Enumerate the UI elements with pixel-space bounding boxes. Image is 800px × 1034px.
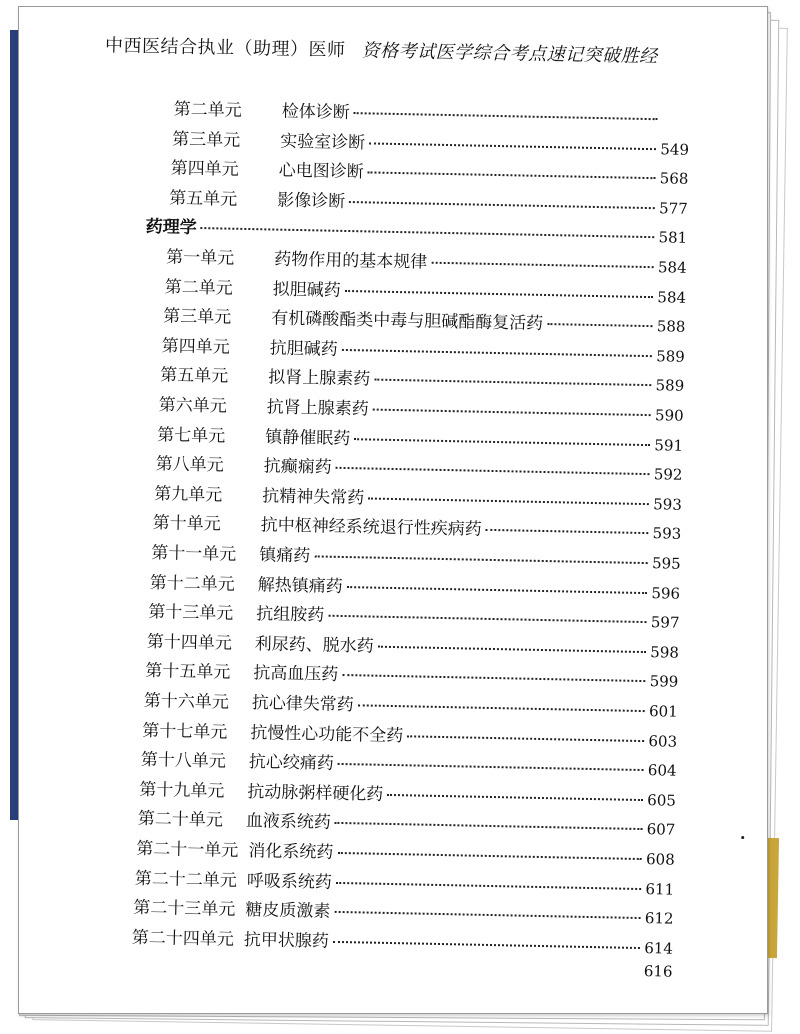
dot-leader [328,615,647,623]
page-content [18,6,768,1014]
dot-leader [368,172,656,180]
toc-entry-title: 抗癫痫药 [263,456,332,478]
toc-page-number: 584 [657,258,687,277]
dot-leader [336,881,642,889]
toc-page-number: 593 [652,524,682,544]
toc-unit-label: 第十五单元 [145,661,231,684]
toc-unit-label: 第十六单元 [143,691,230,713]
dot-leader [354,438,650,446]
toc-unit-label: 第八单元 [155,454,224,476]
toc-unit-label: 第十二单元 [149,572,235,595]
dot-leader [337,852,642,860]
toc-entry-title: 有机磷酸酯类中毒与胆碱酯酶复活药 [271,308,544,335]
dot-leader [431,262,654,268]
dot-leader [335,822,643,830]
dot-leader [387,794,643,801]
toc-page-number: 601 [648,702,678,721]
dot-leader [347,586,648,594]
toc-page-number: 599 [649,672,679,692]
toc-unit-label: 第三单元 [171,129,241,151]
dot-leader [345,290,654,298]
toc-entry-title: 抗组胺药 [256,604,325,626]
toc-page-number: 549 [660,139,690,159]
toc-unit-label: 第十一单元 [151,543,237,565]
toc-page-number: 605 [647,790,677,810]
dot-leader [314,555,648,564]
toc-page-number: 595 [651,554,681,573]
dot-leader [407,735,644,742]
stray-mark [741,836,744,839]
toc-unit-label: 第十单元 [152,513,221,535]
toc-unit-label: 第十七单元 [142,720,228,743]
header-subtitle: 资格考试医学综合考点速记突破胜经 [361,40,658,68]
dot-leader [338,763,644,771]
toc-unit-label: 第六单元 [158,395,227,417]
toc-entry-title: 抗慢性心功能不全药 [250,722,404,746]
toc-entry-title: 抗心律失常药 [251,693,354,716]
toc-page-number: 568 [659,169,689,189]
toc-unit-label: 第十四单元 [146,631,232,654]
toc-unit-label: 第二十单元 [137,809,224,832]
dot-leader [378,645,647,652]
header-title: 中西医结合执业（助理）医师 [104,35,346,61]
dot-leader [486,529,649,534]
toc-page-number: 591 [654,435,684,455]
toc-entry-title: 镇痛药 [259,545,311,567]
toc-page-number: 588 [656,317,686,336]
toc-page-number: 581 [658,228,688,248]
toc-page-number: 614 [644,938,674,958]
toc-page-number: 597 [650,613,680,632]
dot-leader [201,227,655,238]
toc-page-number: 584 [657,287,687,307]
toc-unit-label: 第二单元 [164,276,233,299]
dot-leader [358,704,645,712]
dot-leader [334,911,641,919]
toc-unit-label: 第九单元 [154,483,223,506]
toc-unit-label: 第二十三单元 [133,898,236,921]
toc-entry-title: 抗肾上腺素药 [266,397,369,420]
toc-unit-label: 第三单元 [163,306,232,328]
toc-page-number: 589 [655,376,685,396]
running-header [105,31,705,69]
toc-unit-label: 第二单元 [173,99,242,121]
toc-unit-label: 第十八单元 [140,750,227,772]
toc-unit-label: 第一单元 [166,247,235,269]
toc-unit-label: 第二十二单元 [134,868,238,891]
toc-unit-label: 第四单元 [161,336,230,358]
toc-unit-label: 第七单元 [157,424,226,447]
toc-unit-label: 第五单元 [160,365,229,388]
toc-entry-title: 检体诊断 [281,101,350,124]
toc-page-number: 589 [656,347,686,366]
toc-entry-title: 消化系统药 [248,841,334,863]
dot-leader [354,112,658,120]
dot-leader [333,941,641,949]
toc-entry-title: 拟胆碱药 [272,279,341,301]
dot-leader [374,379,651,387]
toc-page-number: 604 [647,761,677,780]
dot-leader [373,409,651,417]
toc-entry-title: 抗动脉粥样硬化药 [247,781,384,805]
section-title: 药理学 [145,217,197,239]
toc-entry-title: 镇静催眠药 [265,426,351,449]
toc-unit-label: 第十三单元 [148,602,234,624]
toc-entry-title: 抗高血压药 [253,663,339,686]
toc-unit-label: 第十九单元 [139,779,225,802]
toc-entry-title: 抗胆碱药 [269,338,338,360]
toc-unit-label: 第二十一单元 [136,838,239,861]
dot-leader [368,497,649,505]
dot-leader [369,142,656,150]
toc-page-number [662,124,690,125]
toc-unit-label: 第四单元 [170,158,239,180]
toc-unit-label: 第二十四单元 [131,927,235,950]
toc-page-number: 611 [645,879,675,899]
toc-unit-label: 第五单元 [169,188,238,210]
toc-page-number: 577 [658,199,688,218]
toc-entry-title: 解热镇痛药 [257,574,343,597]
toc-page-number: 598 [650,642,680,662]
spacer [130,966,643,976]
dot-leader [342,349,653,357]
dot-leader [547,323,653,327]
toc-entry-title: 拟肾上腺素药 [268,367,371,390]
toc-entry-title: 利尿药、脱水药 [254,634,374,657]
toc-page-number: 590 [654,406,684,425]
toc-page-number: 592 [653,465,683,484]
toc-entry-title: 血液系统药 [245,811,331,834]
dot-leader [342,674,645,682]
toc-entry-title: 抗精神失常药 [262,486,365,509]
document-page [18,6,768,1014]
toc-entry-title: 糖皮质激素 [245,900,331,922]
toc-page-number: 603 [648,731,678,751]
dot-leader [336,467,650,475]
toc-entry-title: 抗甲状腺药 [243,929,330,952]
toc-page-number: 596 [651,583,681,603]
toc-entry-title: 药物作用的基本规律 [274,249,428,273]
toc-page-number: 612 [644,909,674,928]
toc-entry-title: 实验室诊断 [279,131,366,153]
dot-leader [349,201,655,209]
toc-page-number: 607 [646,820,676,840]
toc-entry-title: 影像诊断 [276,190,346,212]
toc-page-number: 608 [645,850,675,869]
toc-entry-title: 心电图诊断 [278,160,364,183]
toc-entry-title: 抗中枢神经系统退行性疾病药 [260,515,482,541]
toc-page-number: 593 [653,494,683,514]
toc-entry-title: 呼吸系统药 [246,870,333,893]
toc-page-number: 616 [643,962,673,982]
toc-entry-title: 抗心绞痛药 [248,752,334,775]
